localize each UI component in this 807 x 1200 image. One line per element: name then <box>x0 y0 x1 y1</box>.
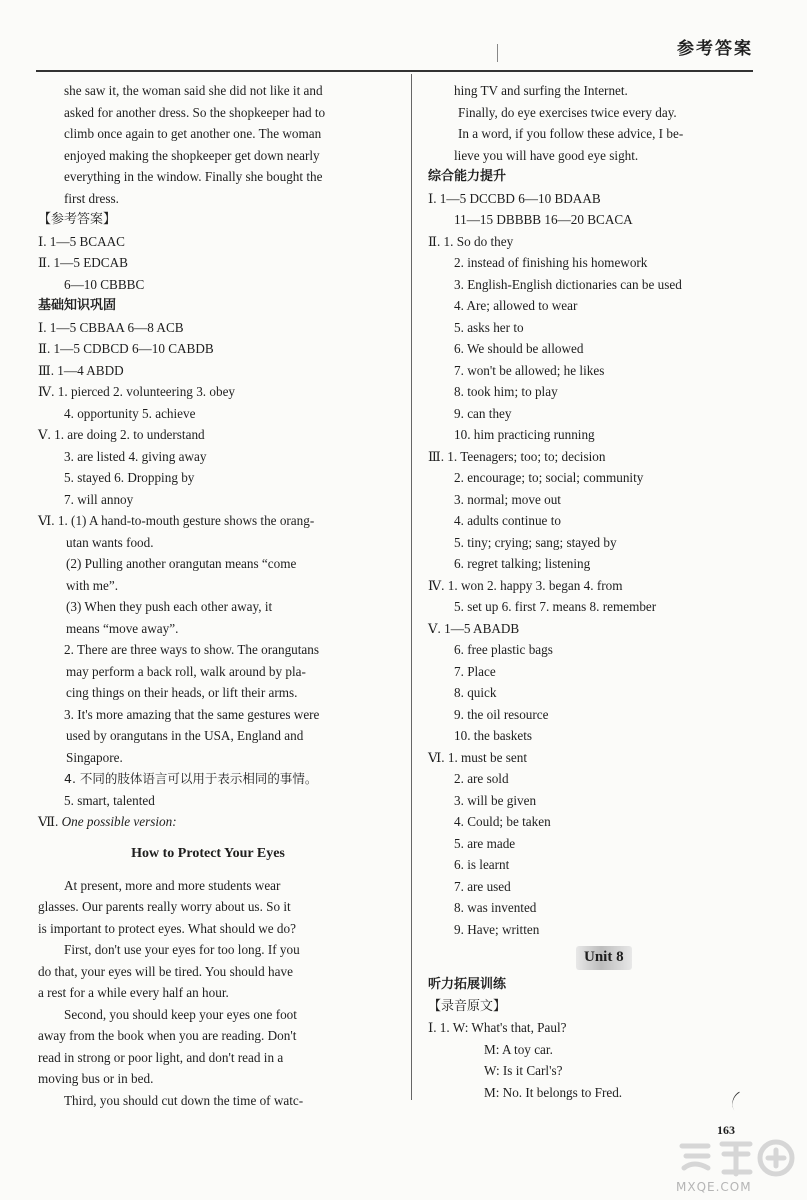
answer-line: 6. regret talking; listening <box>454 556 591 571</box>
answer-line: 7. are used <box>454 878 511 894</box>
answer-line: 8. was invented <box>454 900 537 915</box>
answer-line: 5. smart, talented <box>64 792 155 808</box>
answer-line: 7. Place <box>454 663 496 679</box>
answer-line: Ⅱ. 1—5 CDBCD 6—10 CABDB <box>38 341 214 356</box>
header-tick <box>497 44 498 62</box>
answer-line: 2. are sold <box>454 771 509 786</box>
answer-line: 3. are listed 4. giving away <box>64 448 207 464</box>
basics-heading: 基础知识巩固 <box>38 298 117 313</box>
answer-line: 9. the oil resource <box>454 706 549 722</box>
answer-line: 6. is learnt <box>454 857 510 872</box>
essay-line: hing TV and surfing the Internet. <box>454 83 628 98</box>
essay-line: At present, more and more students wear <box>64 877 281 893</box>
story-line: she saw it, the woman said she did not like it and <box>64 83 323 98</box>
answer-line: means “move away”. <box>66 620 179 636</box>
story-line: everything in the window. Finally she bought the <box>64 169 323 184</box>
answer-line: 8. quick <box>454 685 497 700</box>
answer-line: 3. It's more amazing that the same gestures were <box>64 706 320 722</box>
essay-line: glasses. Our parents really worry about us. So it <box>38 899 291 914</box>
answer-line: 4. 不同的肢体语言可以用于表示相同的事情。 <box>64 771 318 786</box>
answer-line: 7. won't be allowed; he likes <box>454 362 605 378</box>
answer-line: 3. normal; move out <box>454 491 561 507</box>
answer-line: 4. Are; allowed to wear <box>454 298 578 313</box>
right-column <box>428 80 758 1103</box>
ability-heading: 综合能力提升 <box>428 169 507 184</box>
story-line: climb once again to get another one. The woman <box>64 126 322 141</box>
answer-line: Ⅰ. 1—5 DCCBD 6—10 BDAAB <box>428 190 601 206</box>
answer-line: 8. took him; to play <box>454 384 558 399</box>
answer-line: Ⅵ. 1. must be sent <box>428 749 527 765</box>
story-line: first dress. <box>64 190 119 206</box>
essay-line: a rest for a while every half an hour. <box>38 985 229 1000</box>
answer-line: Ⅰ. 1—5 BCAAC <box>38 233 125 249</box>
answer-line: 10. the baskets <box>454 728 533 743</box>
left-column <box>38 80 378 1111</box>
header-rule <box>36 70 753 72</box>
page-number: 163 <box>717 1123 735 1137</box>
answer-line: 5. stayed 6. Dropping by <box>64 470 195 485</box>
transcript-line: Ⅰ. 1. W: What's that, Paul? <box>428 1020 567 1035</box>
answer-line: 5. are made <box>454 835 516 851</box>
essay-line: Third, you should cut down the time of watc- <box>64 1092 304 1108</box>
unit-label: Unit 8 <box>576 946 632 970</box>
answer-line: 4. Could; be taken <box>454 814 551 829</box>
answer-line: 3. will be given <box>454 792 537 808</box>
essay-line: do that, your eyes will be tired. You should have <box>38 963 293 979</box>
answer-line: Ⅵ. 1. (1) A hand-to-mouth gesture shows the orang- <box>38 513 315 528</box>
answer-line: 5. set up 6. first 7. means 8. remember <box>454 599 657 614</box>
answer-line: 3. English-English dictionaries can be used <box>454 276 682 292</box>
transcript-heading: 【录音原文】 <box>428 998 507 1014</box>
transcript-line: W: Is it Carl's? <box>484 1063 563 1078</box>
answer-line: 9. can they <box>454 405 512 421</box>
transcript-line: M: A toy car. <box>484 1041 553 1057</box>
answer-line: Ⅳ. 1. won 2. happy 3. began 4. from <box>428 577 623 593</box>
watermark-url: MXQE.COM <box>676 1180 752 1194</box>
essay-title: How to Protect Your Eyes <box>131 845 285 861</box>
section-number: Ⅶ. <box>38 814 59 829</box>
answer-line: (2) Pulling another orangutan means “come <box>66 556 297 571</box>
version-line <box>38 811 378 833</box>
listening-heading: 听力拓展训练 <box>428 977 507 992</box>
transcript-line: M: No. It belongs to Fred. <box>484 1084 623 1100</box>
answer-line: Singapore. <box>66 749 123 765</box>
essay-line: lieve you will have good eye sight. <box>454 147 639 163</box>
answer-line: 2. instead of finishing his homework <box>454 255 648 270</box>
answer-line: 4. opportunity 5. achieve <box>64 405 196 421</box>
answer-line: Ⅱ. 1—5 EDCAB <box>38 255 128 270</box>
answer-line: 7. will annoy <box>64 491 134 507</box>
answer-line: Ⅲ. 1. Teenagers; too; to; decision <box>428 448 606 464</box>
answer-line: 2. There are three ways to show. The orangutans <box>64 642 319 657</box>
unit-badge <box>428 940 758 974</box>
answer-line: utan wants food. <box>66 534 154 550</box>
story-line: enjoyed making the shopkeeper get down nearly <box>64 147 320 163</box>
answer-line: 11—15 DBBBB 16—20 BCACA <box>454 212 633 227</box>
answer-line: Ⅰ. 1—5 CBBAA 6—8 ACB <box>38 319 184 335</box>
essay-line: read in strong or poor light, and don't read in a <box>38 1049 284 1065</box>
answer-line: Ⅴ. 1—5 ABADB <box>428 620 520 636</box>
answer-line: Ⅳ. 1. pierced 2. volunteering 3. obey <box>38 384 236 399</box>
answer-line: used by orangutans in the USA, England and <box>66 728 304 743</box>
answer-line: Ⅲ. 1—4 ABDD <box>38 362 124 378</box>
essay-line: away from the book when you are reading. Don't <box>38 1028 297 1043</box>
answer-line: 2. encourage; to; social; community <box>454 470 644 485</box>
watermark-logo-icon <box>676 1132 800 1180</box>
answer-line: Ⅱ. 1. So do they <box>428 233 514 249</box>
answer-line: 5. tiny; crying; sang; stayed by <box>454 534 617 550</box>
answer-line: 10. him practicing running <box>454 427 595 442</box>
page-header-title: 参考答案 <box>677 39 753 59</box>
answer-line: may perform a back roll, walk around by pla- <box>66 663 306 679</box>
essay-line: is important to protect eyes. What should we do? <box>38 920 296 936</box>
reference-answers-heading: 【参考答案】 <box>38 212 117 227</box>
answer-line: 6—10 CBBBC <box>64 276 145 292</box>
answer-line: 9. Have; written <box>454 921 540 937</box>
essay-line: First, don't use your eyes for too long. If you <box>64 942 300 957</box>
answer-line: (3) When they push each other away, it <box>66 599 273 614</box>
essay-line: In a word, if you follow these advice, I be- <box>458 126 684 141</box>
column-divider <box>411 74 412 1100</box>
answer-line: 5. asks her to <box>454 319 524 335</box>
version-label: One possible version: <box>61 814 177 829</box>
answer-line: Ⅴ. 1. are doing 2. to understand <box>38 427 205 442</box>
answer-line: 6. free plastic bags <box>454 642 553 657</box>
answer-line: 4. adults continue to <box>454 513 561 528</box>
answer-line: with me”. <box>66 577 119 593</box>
essay-line: Second, you should keep your eyes one foot <box>64 1006 297 1022</box>
answer-line: cing things on their heads, or lift their arms. <box>66 685 298 700</box>
answer-line: 6. We should be allowed <box>454 341 584 356</box>
essay-line: Finally, do eye exercises twice every day. <box>458 104 677 120</box>
story-line: asked for another dress. So the shopkeeper had to <box>64 104 326 120</box>
essay-line: moving bus or in bed. <box>38 1071 154 1086</box>
